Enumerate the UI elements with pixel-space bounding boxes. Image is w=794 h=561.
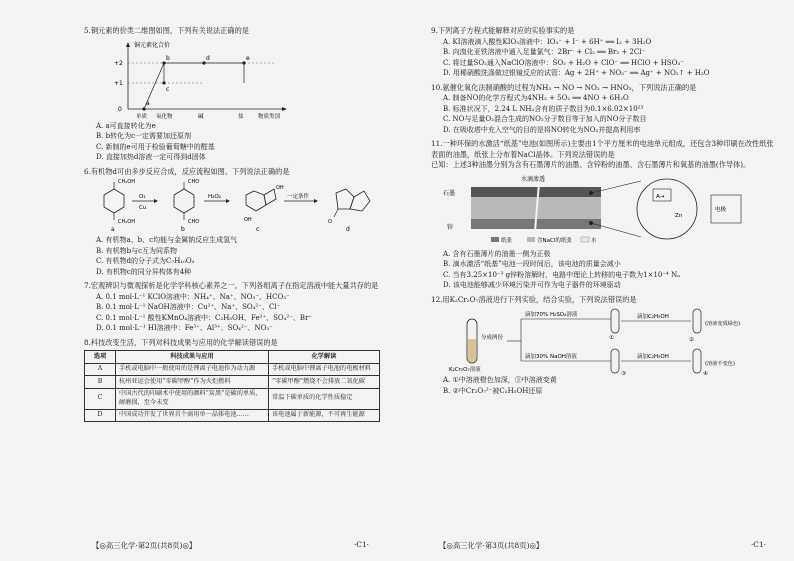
label-a: a (111, 226, 115, 233)
legend-water: 水 (591, 237, 597, 244)
dichromate-label: K₂Cr₂O₇溶液 (449, 367, 481, 373)
x-tick-salt: 盐 (238, 113, 244, 120)
table-row (85, 376, 380, 389)
svg-text:OH: OH (244, 217, 252, 223)
footer-code: ·C1· (353, 540, 369, 549)
q7-option-c: C. 0.1 mol·L⁻¹ 酸性KMnO₄溶液中：C₂H₅OH、Fe²⁺、SO₄²⁻、Br⁻ (96, 313, 313, 322)
q6-option-d: D. 有机物c的同分异构体有4种 (96, 267, 192, 276)
graphite-label: 石墨 (443, 189, 456, 197)
question-11-note: 已知：上述3种油墨分别为含有石墨薄片的油墨、含锌粉的油墨、含石墨薄片和氧基的油墨(作导体)。 (431, 160, 751, 169)
q10-option-b: B. 标准状况下，2.24 L NH₃含有的质子数目为0.1×6.02×10²³ (443, 104, 644, 113)
table-cell: A (85, 363, 116, 376)
x-tick-oxide: 氧化物 (156, 113, 173, 120)
x-tick-element: 单质 (136, 113, 148, 120)
footer-code: ·C1· (750, 540, 766, 549)
reaction-scheme-figure (84, 177, 374, 235)
copper-valence-diagram (84, 37, 304, 121)
q11-option-c: C. 当有3.25×10⁻³ g锌粉溶解时，电路中理论上转移的电子数为1×10⁻⁴ Nₐ (443, 270, 680, 279)
question-5 (84, 26, 385, 163)
q9-option-b: B. 向溴化亚铁溶液中通入足量氯气：2Br⁻ + Cl₂ ══ Br₂ + 2Cl⁻ (443, 48, 646, 56)
svg-text:OH: OH (276, 185, 284, 191)
ethanol-label-top: 滴加C₂H₅OH (637, 314, 669, 320)
result-no-change: (溶液不变色) (705, 361, 735, 367)
science-tech-table (84, 350, 380, 422)
svg-text:O: O (328, 219, 332, 225)
header-option: 选项 (85, 351, 116, 364)
reagent-condition: 一定条件 (287, 194, 310, 200)
question-10 (431, 83, 780, 136)
question-7-stem: 7.宏观辨识与微观探析是化学学科核心素养之一。下列各组离子在指定溶液中能大量共存的是 (84, 281, 379, 290)
footer-page-label: 【◎高三化学·第2页(共8页)◎】 (92, 541, 197, 550)
graphite-layer (471, 187, 601, 197)
reagent-o2: O₂ (139, 194, 146, 200)
water-label: 水滴渗透 (521, 175, 546, 183)
q6-option-c: C. 有机物d的分子式为C₇H₁₀O₃ (96, 257, 195, 265)
zinc-label: 锌 (447, 223, 454, 231)
right-footer (431, 540, 774, 551)
question-11-stem: 11.一种环保的水激活“纸基”电池(如图所示)主要由1个平方厘米的电池单元组成，还包含3种印刷在改性纸张表面的油墨，纸张上分布着NaCl晶体。下列说法错误的是 (431, 139, 774, 159)
question-5-stem: 5.铜元素的价类二维图如图，下列有关说法正确的是 (84, 26, 249, 35)
q9-option-a: A. KI溶液滴入酸性KIO₃溶液中：IO₃⁻ + I⁻ + 6H⁺ ══ I₂ + 3H₂O (443, 37, 652, 46)
q11-option-a: A. 含有石墨薄片的油墨一侧为正极 (443, 249, 551, 258)
synthesis-scheme (84, 177, 374, 235)
svg-text:CH₂OH: CH₂OH (118, 179, 135, 185)
q5-option-d: D. 直接加热d溶液一定可得到d固体 (96, 153, 206, 161)
q11-option-b: B. 滴水激活“纸基”电池一段时间后，该电池的质量会减小 (443, 260, 621, 268)
y-tick-plus2: +2 (114, 59, 123, 67)
reagent-h2o2: H₂O₂ (208, 194, 221, 200)
result-green: (溶液变成绿色) (705, 321, 741, 327)
q5-option-c: C. 新制的e可用于检验葡萄糖中的醛基 (96, 142, 215, 151)
left-footer (84, 540, 377, 551)
table-row (85, 388, 380, 409)
reagent-cu: Cu (139, 205, 147, 211)
table-row (85, 409, 380, 422)
q6-option-a: A. 有机物a、b、c均能与金属钠反应生成氢气 (96, 236, 238, 244)
question-11 (431, 139, 780, 291)
q10-option-a: A. 制备NO的化学方程式为4NH₃ + 5O₂ ══ 4NO + 6H₂O (443, 94, 629, 102)
question-6-stem: 6.有机物d可由多步反应合成，反应流程如图。下列说法正确的是 (84, 166, 290, 176)
tube-2: ② (689, 337, 694, 343)
q7-option-b: B. 0.1 mol·L⁻¹ NaOH溶液中：Cu²⁺、Na⁺、SO₄²⁻、Cl⁻ (96, 303, 281, 311)
y-axis-label: 铜元素化合价 (134, 41, 171, 49)
table-header-row (85, 351, 380, 364)
ethanol-label-bottom: 滴加C₂H₅OH (637, 354, 669, 360)
table-cell: 手机或电脑中一般使用的是锂离子电池作为动力源 (116, 363, 269, 376)
question-12-stem: 12.用K₂Cr₂O₇溶液进行下列实验，结合实验，下列说法错误的是 (431, 294, 637, 304)
question-8-stem: 8.科技改变生活，下列对科技成果与应用的化学解读错误的是 (84, 337, 278, 347)
q12-option-a: A. ①中溶液橙色加深，③中溶液变黄 (443, 376, 557, 384)
q11-option-d: D. 该电池能够减少环境污染并可作为电子器件的环境驱动 (443, 281, 621, 289)
paper-battery-figure (431, 171, 761, 249)
x-tick-base: 碱 (198, 113, 204, 120)
svg-text:CHO: CHO (188, 179, 200, 185)
point-b: b (166, 54, 170, 62)
svg-text:CHO: CHO (188, 219, 200, 225)
base-reagent-label: 滴加30% NaOH溶液 (525, 354, 577, 360)
table-cell: “零碳甲醇”燃烧不会排放二氧化碳 (269, 376, 380, 389)
point-c: c (166, 85, 170, 93)
dichromate-experiment-figure (431, 305, 761, 375)
table-row (85, 363, 380, 376)
label-d: d (346, 226, 350, 233)
q12-option-b: B. ②中Cr₂O₇²⁻被C₂H₅OH还原 (443, 386, 543, 395)
q9-option-c: C. 将过量SO₂通入NaClO溶液中：SO₂ + H₂O + ClO⁻ ══ HClO + HSO₃⁻ (443, 58, 684, 67)
point-d: d (206, 54, 210, 62)
table-cell: 常温下碳单质的化学性质稳定 (269, 388, 380, 409)
point-a: a (146, 99, 150, 107)
zoom-circle (637, 179, 697, 239)
q7-option-d: D. 0.1 mol·L⁻¹ HI溶液中：Fe³⁺、Al³⁺、SO₄²⁻、NO₃⁻ (96, 324, 273, 332)
tube-4: ④ (703, 371, 708, 375)
question-12 (431, 295, 780, 397)
acid-reagent-label: 滴加70% H₂SO₄溶液 (525, 312, 578, 318)
q10-option-d: D. 在吸收塔中充入空气的目的是将NO转化为NO₂并提高利用率 (443, 125, 641, 134)
table-cell: C (85, 388, 116, 409)
header-interpretation: 化学解读 (269, 351, 380, 364)
table-cell: 杭州亚运会使用“零碳甲醇”作为火炬燃料 (116, 376, 269, 389)
legend-paper: 纸张 (501, 237, 513, 244)
paper-battery-diagram (431, 171, 761, 249)
question-9 (431, 26, 780, 79)
table-cell: 中国成功开发了世界首个商用单一晶体电池…… (116, 409, 269, 422)
table-cell: D (85, 409, 116, 422)
question-7 (84, 281, 385, 334)
q7-option-a: A. 0.1 mol·L⁻¹ KClO溶液中：NH₄⁺、Na⁺、NO₃⁻、HCO₃⁻ (96, 292, 290, 301)
table-cell: 该电池属于新能源，不可再生能源 (269, 409, 380, 422)
current-arrow-label: A→ (656, 193, 665, 200)
question-9-stem: 9.下列离子方程式能解释对应的实验事实的是 (431, 26, 575, 35)
zn-label: Zn (675, 212, 683, 219)
tube-3: ③ (621, 371, 626, 375)
q10-option-c: C. NO与足量O₂混合生成的NO₂分子数目等于加入的NO分子数目 (443, 115, 647, 123)
legend-nacl-paper: 含NaCl的纸张 (537, 237, 572, 244)
q6-option-b: B. 有机物b与c互为同系物 (96, 246, 177, 255)
question-8 (84, 338, 385, 423)
question-6 (84, 167, 385, 278)
header-achievement: 科技成果与应用 (116, 351, 269, 364)
y-tick-0: 0 (118, 105, 122, 113)
point-e: e (246, 54, 250, 62)
label-b: b (181, 226, 185, 233)
footer-page-label: 【◎高三化学·第3页(共8页)◎】 (439, 541, 544, 550)
question-10-stem: 10.氨催化氧化法制硝酸的过程为NH₃ → NO → NO₂ → HNO₃，下列说法正确的是 (431, 82, 697, 92)
table-cell: 手机或电脑中锂离子电池的电极材料 (269, 363, 380, 376)
q5-option-a: A. a可直接转化为e (96, 121, 156, 130)
valence-class-plot (84, 37, 304, 121)
table-cell: 中国古代的印刷术中使用的颜料“炭黑”是碳的单质，耐磨损，至今未变 (116, 388, 269, 409)
table-cell: B (85, 376, 116, 389)
dichromate-experiment-diagram (431, 305, 761, 375)
tube-1: ① (609, 335, 614, 341)
q9-option-d: D. 用稀硝酸洗涤做过银镜反应的试管：Ag + 2H⁺ + NO₃⁻ ══ Ag⁺ + NO₂↑ + H₂O (443, 69, 710, 77)
svg-text:CH₂OH: CH₂OH (118, 219, 135, 225)
split-label: 分成两份 (481, 335, 504, 341)
right-page (397, 0, 794, 561)
y-tick-plus1: +1 (114, 79, 123, 87)
electrode-label: 电极 (715, 206, 727, 213)
q5-option-b: B. b转化为c一定需要加还原剂 (96, 132, 191, 140)
x-axis-label: 物质类别 (258, 113, 281, 120)
label-c: c (256, 226, 260, 233)
